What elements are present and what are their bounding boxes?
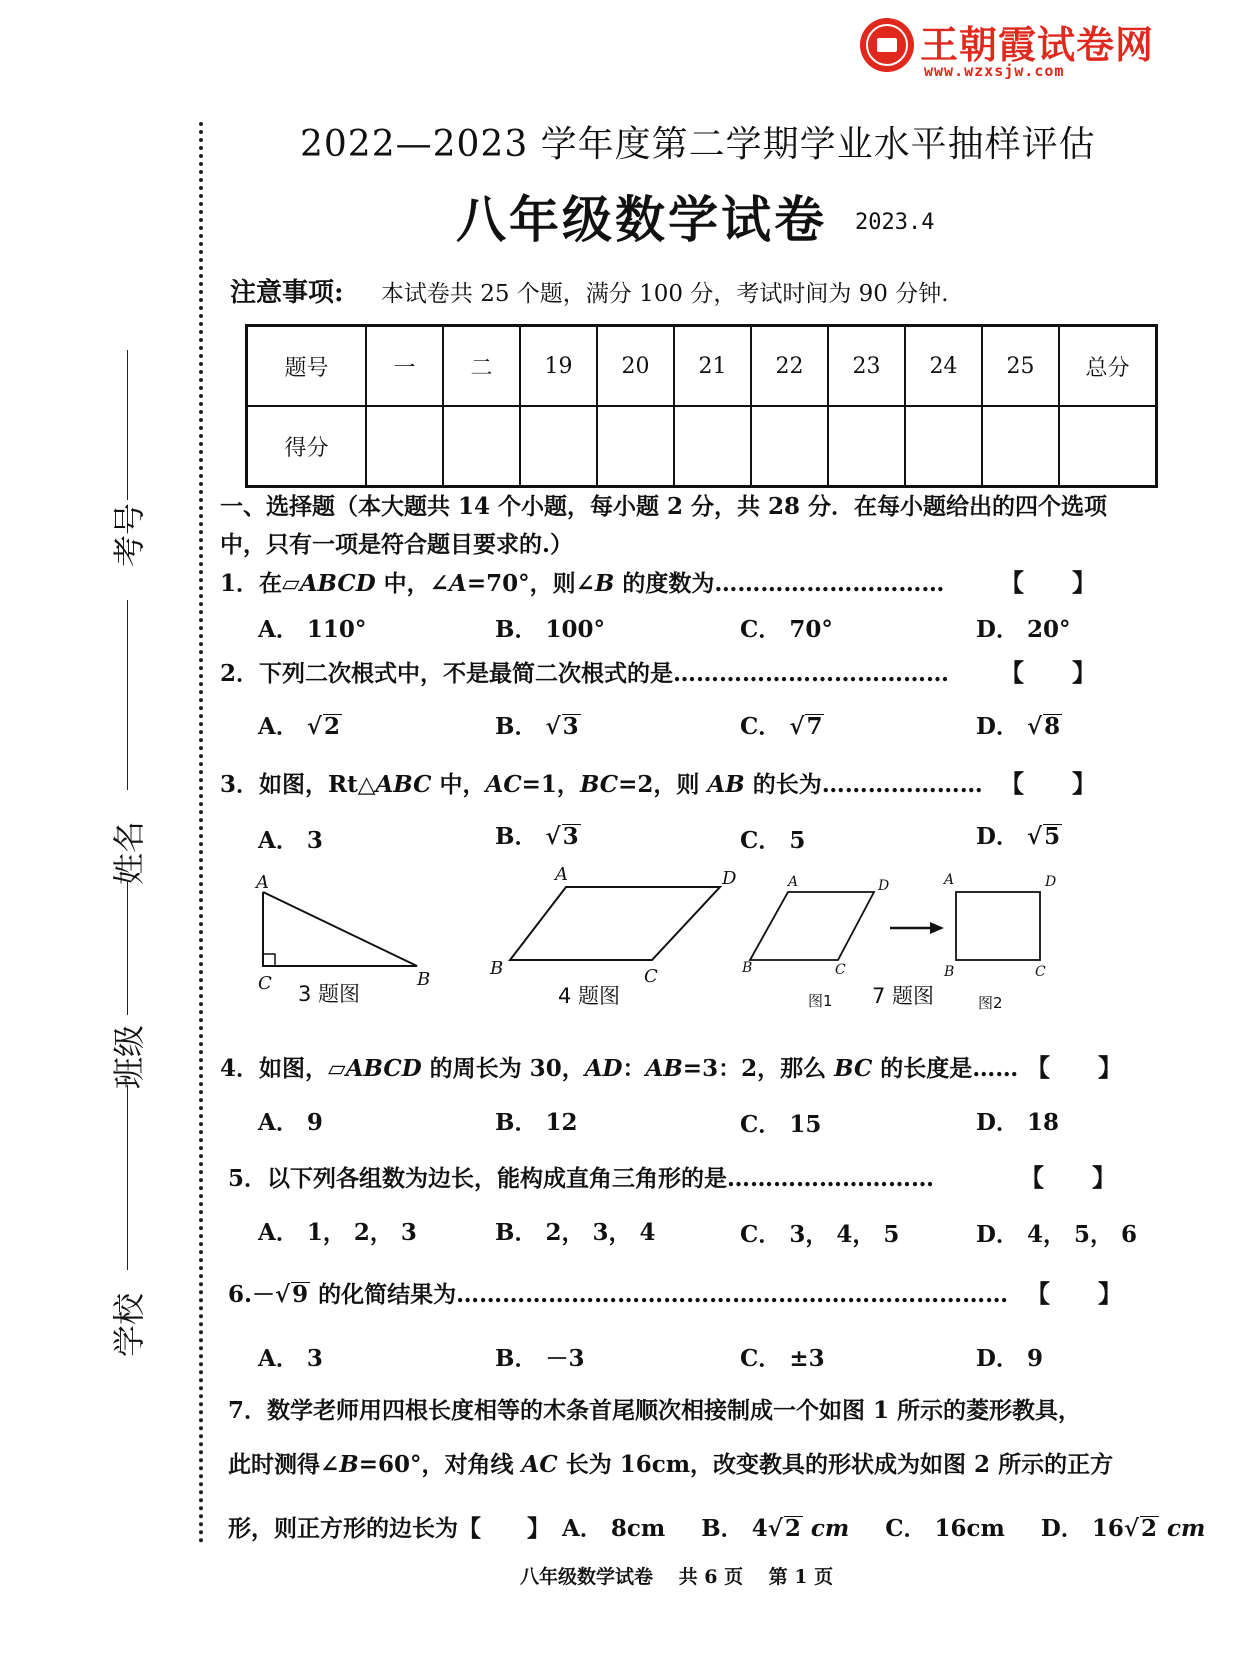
q7-option-d: D． 16√2 cm (1040, 1515, 1206, 1542)
exam-no-blank-line (127, 350, 128, 500)
fig7-2-point-a: A (944, 872, 955, 888)
q7-line3 (228, 1510, 1205, 1543)
section1-intro-line1: 一、选择题（本大题共 14 个小题，每小题 2 分，共 28 分．在每小题给出的四个选项 (220, 493, 1108, 520)
score-col-header: 一 (366, 326, 443, 407)
q5-option-a: A． 1， 2， 3 (258, 1219, 417, 1246)
fig7-2-point-c: C (1035, 964, 1046, 980)
q1-answer-bracket: 【 】 (1000, 568, 1096, 597)
q4-num: 4． (220, 1055, 260, 1082)
q7-line2-mid: =60°，对角线 (358, 1451, 522, 1478)
q4-option-b: B． 12 (495, 1109, 578, 1136)
q7-option-b: B． 4√2 cm (701, 1515, 850, 1542)
q3-stem (220, 766, 983, 799)
q1-shape: ▱ABCD (282, 570, 376, 597)
q1-num: 1． (220, 570, 260, 597)
binding-dotted-line (199, 122, 203, 1544)
q2-option-a: A． √2 (258, 713, 340, 740)
q2-option-c-label: C． (740, 713, 782, 740)
q5-option-c: C． 3， 4， 5 (740, 1221, 900, 1248)
q4-ab: AB (645, 1055, 683, 1082)
q1-post: 的度数为………………………… (614, 570, 945, 597)
fig7-fig2-label: 图2 (978, 994, 1003, 1012)
score-cell (982, 406, 1059, 487)
score-cell (597, 406, 674, 487)
notice-text: 本试卷共 25 个题，满分 100 分，考试时间为 90 分钟. (380, 281, 949, 307)
q2-option-a-radicand: 2 (323, 713, 340, 740)
figure-7-rhombus-square (740, 880, 1060, 970)
class-blank-line (127, 1085, 128, 1270)
q7-option-d-radicand: 2 (1141, 1515, 1158, 1542)
q4-mid: 的周长为 30， (421, 1055, 585, 1082)
fig3-point-c: C (258, 973, 272, 994)
q4-colon: ： (622, 1055, 646, 1082)
q2-option-c: C． √7 (740, 713, 823, 740)
fig4-point-a: A (555, 864, 568, 885)
exam-subtitle: 2022—2023 学年度第二学期学业水平抽样评估 (300, 124, 1096, 165)
fig4-point-d: D (722, 868, 737, 889)
fig7-caption: 7 题图 (872, 984, 935, 1008)
q3-option-d: D． √5 (976, 823, 1061, 850)
q4-shape: ▱ABCD (328, 1055, 422, 1082)
score-cell (751, 406, 828, 487)
q2-option-a-label: A． (258, 713, 299, 740)
q3-option-b: B． √3 (495, 823, 579, 850)
score-col-header: 19 (520, 326, 597, 407)
score-col-header: 总分 (1059, 326, 1157, 407)
q7-option-b-radicand: 2 (784, 1515, 801, 1542)
q3-option-a: A． 3 (258, 827, 323, 854)
q3-answer-bracket: 【 】 (1000, 769, 1096, 798)
q2-option-c-radicand: 7 (806, 713, 823, 740)
q5-option-d: D． 4， 5， 6 (976, 1221, 1137, 1248)
score-cell (674, 406, 751, 487)
name-blank-line-top (127, 600, 128, 790)
q6-radicand: 9 (292, 1281, 309, 1308)
q3-num: 3． (220, 771, 260, 798)
q6-option-c: C． ±3 (740, 1345, 825, 1372)
q3-option-d-label: D． (976, 823, 1019, 850)
q7-line2 (228, 1446, 1113, 1479)
q7-option-d-label: D． (1040, 1515, 1084, 1542)
q3-eq1: =1， (521, 771, 580, 798)
q4-ad: AD (584, 1055, 623, 1082)
score-cell (1059, 406, 1157, 487)
score-table-row2-label: 得分 (247, 406, 367, 487)
q7-option-a: A． 8cm (562, 1515, 666, 1542)
score-table-score-row (247, 406, 1157, 487)
q6-option-b: B． －3 (495, 1345, 585, 1372)
q3-eq2: =2，则 (618, 771, 708, 798)
fig4-point-b: B (490, 958, 504, 979)
q1-stem (220, 565, 944, 598)
q2-answer-bracket: 【 】 (1000, 658, 1096, 687)
score-col-header: 25 (982, 326, 1059, 407)
q1-option-b: B． 100° (495, 616, 605, 643)
watermark-url: www.wzxsjw.com (924, 62, 1065, 80)
q6-answer-bracket: 【 】 (1026, 1279, 1122, 1308)
figure-3-triangle (250, 880, 430, 980)
q2-option-b: B． √3 (495, 713, 579, 740)
fig7-2-point-b: B (944, 964, 955, 980)
q6-option-d: D． 9 (976, 1345, 1043, 1372)
q1-option-c: C． 70° (740, 616, 833, 643)
q4-option-d: D． 18 (976, 1109, 1059, 1136)
score-cell (366, 406, 443, 487)
q3-option-b-radicand: 3 (562, 823, 579, 850)
fig4-caption: 4 题图 (558, 984, 621, 1008)
school-label: 学校 (110, 1292, 149, 1358)
score-col-header: 24 (905, 326, 982, 407)
q7-option-c: C． 16cm (885, 1515, 1005, 1542)
q4-option-a: A． 9 (258, 1109, 323, 1136)
q3-bc: BC (579, 771, 619, 798)
score-cell (905, 406, 982, 487)
score-cell (520, 406, 597, 487)
q6-stem: 6.－√9 的化简结果为……………………………………………………………… (228, 1281, 1009, 1308)
q3-option-d-radicand: 5 (1044, 823, 1061, 850)
fig4-point-c: C (644, 966, 658, 987)
q7-angle-b: B (339, 1451, 359, 1478)
q2-option-d: D． √8 (976, 713, 1061, 740)
q1-option-a: A． 110° (258, 616, 367, 643)
figure-4-parallelogram (500, 880, 730, 970)
q5-stem: 5．以下列各组数为边长，能构成直角三角形的是……………………… (228, 1165, 935, 1192)
page-footer: 八年级数学试卷 共 6 页 第 1 页 (520, 1566, 834, 1588)
exam-no-label: 考号 (110, 502, 149, 568)
q4-bc: BC (834, 1055, 873, 1082)
class-label: 班级 (110, 1024, 149, 1090)
section1-intro-line2: 中，只有一项是符合题目要求的.） (220, 531, 574, 558)
q2-option-d-radicand: 8 (1044, 713, 1061, 740)
watermark-brand: 王朝霞试卷网 (920, 23, 1155, 67)
exam-date: 2023.4 (855, 210, 935, 235)
q7-ac: AC (521, 1451, 558, 1478)
exam-title: 八年级数学试卷 (456, 191, 827, 249)
fig3-point-a: A (256, 872, 269, 893)
q2-option-d-label: D． (976, 713, 1019, 740)
score-table-row1-label: 题号 (247, 326, 367, 407)
fig3-point-b: B (417, 969, 431, 990)
q7-line1: 7．数学老师用四根长度相等的木条首尾顺次相接制成一个如图 1 所示的菱形教具， (228, 1397, 1082, 1424)
notice (230, 272, 949, 309)
q4-option-c: C． 15 (740, 1111, 822, 1138)
score-table (245, 324, 1158, 488)
q3-ab: AB (707, 771, 745, 798)
q3-ac: AC (485, 771, 522, 798)
q4-ratio: =3：2，那么 (682, 1055, 835, 1082)
score-col-header: 22 (751, 326, 828, 407)
fig7-1-point-a: A (788, 874, 799, 890)
q1-option-d: D． 20° (976, 616, 1071, 643)
watermark-logo (858, 12, 1158, 82)
score-col-header: 21 (674, 326, 751, 407)
fig7-1-point-b: B (742, 960, 753, 976)
q5-option-b: B． 2， 3， 4 (495, 1219, 656, 1246)
name-label: 姓名 (110, 820, 149, 886)
q7-option-d-unit: cm (1159, 1515, 1206, 1542)
notice-label: 注意事项: (230, 278, 344, 308)
q3-pre: 如图，Rt△ (259, 771, 376, 798)
q6-pre: 6.－ (228, 1281, 276, 1308)
fig7-2-point-d: D (1045, 874, 1057, 890)
seal-icon (858, 16, 916, 74)
q6-option-a: A． 3 (258, 1345, 323, 1372)
fig7-1-point-c: C (835, 962, 846, 978)
fig3-caption: 3 题图 (298, 982, 361, 1006)
score-table-header-row (247, 326, 1157, 407)
q1-pre: 在 (259, 570, 283, 597)
q7-line2-pre: 此时测得∠ (228, 1451, 340, 1478)
q2-stem: 2．下列二次根式中，不是最简二次根式的是……………………………… (220, 660, 950, 687)
q7-option-b-coef: 4 (751, 1515, 768, 1542)
q7-option-b-label: B． (701, 1515, 744, 1542)
q2-option-b-radicand: 3 (562, 713, 579, 740)
q5-answer-bracket: 【 】 (1020, 1163, 1116, 1192)
score-col-header: 二 (443, 326, 520, 407)
q7-option-b-unit: cm (802, 1515, 850, 1542)
q4-post: 的长度是…… (872, 1055, 1019, 1082)
score-col-header: 20 (597, 326, 674, 407)
q6-post: 的化简结果为……………………………………………………………… (310, 1281, 1009, 1308)
q1-angle-b: B (594, 570, 615, 597)
score-cell (443, 406, 520, 487)
q3-option-b-label: B． (495, 823, 538, 850)
q7-line3-pre: 形，则正方形的边长为【 】 (228, 1515, 550, 1542)
q1-eq: =70°，则∠ (466, 570, 595, 597)
q1-mid: 中，∠ (375, 570, 449, 597)
q3-option-c: C． 5 (740, 827, 806, 854)
q3-mid1: 中， (431, 771, 486, 798)
fig7-1-point-d: D (878, 878, 890, 894)
q1-angle-a: A (448, 570, 467, 597)
q4-stem (220, 1050, 1018, 1083)
q3-tri: ABC (375, 771, 432, 798)
score-cell (828, 406, 905, 487)
q4-answer-bracket: 【 】 (1026, 1053, 1122, 1082)
name-blank-line (127, 880, 128, 1015)
fig7-fig1-label: 图1 (808, 992, 833, 1010)
q7-option-d-coef: 16 (1091, 1515, 1124, 1542)
q3-post: 的长为………………… (744, 771, 983, 798)
q4-pre: 如图， (259, 1055, 329, 1082)
q2-option-b-label: B． (495, 713, 538, 740)
score-col-header: 23 (828, 326, 905, 407)
q7-line2-post: 长为 16cm，改变教具的形状成为如图 2 所示的正方 (557, 1451, 1114, 1478)
